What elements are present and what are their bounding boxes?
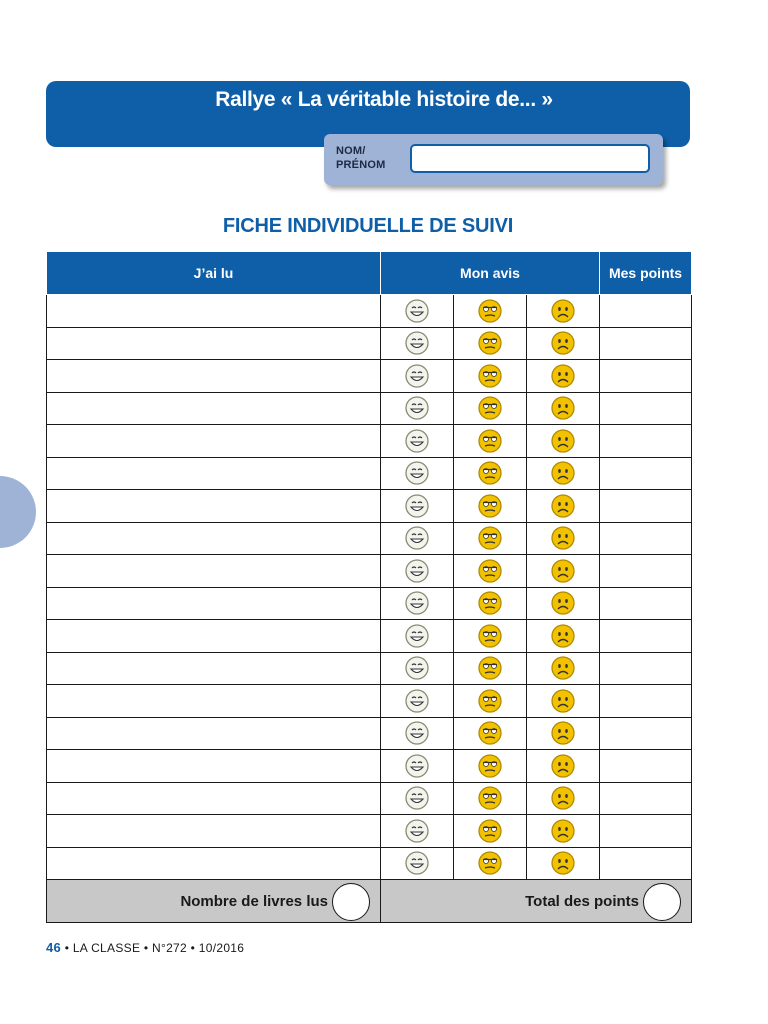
table-row <box>47 392 692 425</box>
opinion-cell[interactable] <box>527 457 600 490</box>
opinion-cell[interactable] <box>381 685 454 718</box>
sad-smiley-icon[interactable] <box>527 363 599 389</box>
sad-smiley-icon[interactable] <box>527 525 599 551</box>
table-row <box>47 522 692 555</box>
neutral-smiley-icon[interactable] <box>454 460 526 486</box>
book-title-cell[interactable] <box>47 620 381 653</box>
books-read-cell <box>47 880 381 923</box>
points-cell[interactable] <box>600 815 692 848</box>
book-title-cell[interactable] <box>47 555 381 588</box>
happy-smiley-icon[interactable] <box>381 850 453 876</box>
points-cell[interactable] <box>600 425 692 458</box>
happy-smiley-icon[interactable] <box>381 655 453 681</box>
opinion-cell[interactable] <box>381 392 454 425</box>
opinion-cell[interactable] <box>454 522 527 555</box>
opinion-cell[interactable] <box>527 847 600 880</box>
table-row <box>47 717 692 750</box>
book-title-cell[interactable] <box>47 847 381 880</box>
name-box <box>324 134 663 185</box>
neutral-smiley-icon[interactable] <box>454 818 526 844</box>
points-cell[interactable] <box>600 457 692 490</box>
happy-smiley-icon[interactable] <box>381 818 453 844</box>
opinion-cell[interactable] <box>454 425 527 458</box>
points-cell[interactable] <box>600 587 692 620</box>
book-title-cell[interactable] <box>47 457 381 490</box>
points-cell[interactable] <box>600 652 692 685</box>
table-row <box>47 815 692 848</box>
book-title-cell[interactable] <box>47 425 381 458</box>
book-title-cell[interactable] <box>47 717 381 750</box>
neutral-smiley-icon[interactable] <box>454 363 526 389</box>
side-tab <box>0 476 36 548</box>
book-title-cell[interactable] <box>47 360 381 393</box>
name-label <box>336 144 385 172</box>
happy-smiley-icon[interactable] <box>381 428 453 454</box>
opinion-cell[interactable] <box>381 782 454 815</box>
book-title-cell[interactable] <box>47 522 381 555</box>
opinion-cell[interactable] <box>527 360 600 393</box>
book-title-cell[interactable] <box>47 652 381 685</box>
sad-smiley-icon[interactable] <box>527 655 599 681</box>
opinion-cell[interactable] <box>381 360 454 393</box>
points-cell[interactable] <box>600 392 692 425</box>
opinion-cell[interactable] <box>381 815 454 848</box>
points-cell[interactable] <box>600 295 692 328</box>
sad-smiley-icon[interactable] <box>527 688 599 714</box>
table-row <box>47 555 692 588</box>
tracking-table <box>46 252 692 923</box>
table-row <box>47 587 692 620</box>
publication-info: • LA CLASSE • N°272 • 10/2016 <box>64 941 245 955</box>
neutral-smiley-icon[interactable] <box>454 623 526 649</box>
page-number: 46 <box>46 940 62 955</box>
neutral-smiley-icon[interactable] <box>454 330 526 356</box>
opinion-cell[interactable] <box>381 490 454 523</box>
opinion-cell[interactable] <box>527 392 600 425</box>
sad-smiley-icon[interactable] <box>527 590 599 616</box>
neutral-smiley-icon[interactable] <box>454 525 526 551</box>
table-row <box>47 782 692 815</box>
sad-smiley-icon[interactable] <box>527 330 599 356</box>
sad-smiley-icon[interactable] <box>527 558 599 584</box>
table-row <box>47 620 692 653</box>
opinion-cell[interactable] <box>454 457 527 490</box>
sad-smiley-icon[interactable] <box>527 493 599 519</box>
total-points-circle[interactable] <box>643 883 681 921</box>
opinion-cell[interactable] <box>527 652 600 685</box>
opinion-cell[interactable] <box>381 717 454 750</box>
opinion-cell[interactable] <box>527 490 600 523</box>
opinion-cell[interactable] <box>527 750 600 783</box>
opinion-cell[interactable] <box>454 782 527 815</box>
books-read-circle[interactable] <box>332 883 370 921</box>
sad-smiley-icon[interactable] <box>527 818 599 844</box>
opinion-cell[interactable] <box>454 295 527 328</box>
table-row <box>47 360 692 393</box>
page-title: Rallye « La véritable histoire de... » <box>215 88 553 111</box>
points-cell[interactable] <box>600 522 692 555</box>
table-row <box>47 327 692 360</box>
happy-smiley-icon[interactable] <box>381 298 453 324</box>
points-cell[interactable] <box>600 717 692 750</box>
books-read-label: Nombre de livres lus <box>180 892 328 910</box>
points-cell[interactable] <box>600 327 692 360</box>
sad-smiley-icon[interactable] <box>527 623 599 649</box>
sad-smiley-icon[interactable] <box>527 850 599 876</box>
happy-smiley-icon[interactable] <box>381 688 453 714</box>
opinion-cell[interactable] <box>454 392 527 425</box>
neutral-smiley-icon[interactable] <box>454 428 526 454</box>
table-row <box>47 652 692 685</box>
opinion-cell[interactable] <box>454 327 527 360</box>
neutral-smiley-icon[interactable] <box>454 655 526 681</box>
header-read: J’ai lu <box>47 252 381 295</box>
happy-smiley-icon[interactable] <box>381 753 453 779</box>
happy-smiley-icon[interactable] <box>381 363 453 389</box>
points-cell[interactable] <box>600 360 692 393</box>
opinion-cell[interactable] <box>381 847 454 880</box>
opinion-cell[interactable] <box>527 815 600 848</box>
points-cell[interactable] <box>600 750 692 783</box>
book-title-cell[interactable] <box>47 685 381 718</box>
happy-smiley-icon[interactable] <box>381 623 453 649</box>
neutral-smiley-icon[interactable] <box>454 785 526 811</box>
sad-smiley-icon[interactable] <box>527 298 599 324</box>
opinion-cell[interactable] <box>454 490 527 523</box>
opinion-cell[interactable] <box>527 295 600 328</box>
opinion-cell[interactable] <box>527 587 600 620</box>
happy-smiley-icon[interactable] <box>381 460 453 486</box>
table-row <box>47 847 692 880</box>
neutral-smiley-icon[interactable] <box>454 850 526 876</box>
sad-smiley-icon[interactable] <box>527 753 599 779</box>
opinion-cell[interactable] <box>381 750 454 783</box>
opinion-cell[interactable] <box>454 847 527 880</box>
book-title-cell[interactable] <box>47 392 381 425</box>
opinion-cell[interactable] <box>527 327 600 360</box>
opinion-cell[interactable] <box>454 717 527 750</box>
happy-smiley-icon[interactable] <box>381 493 453 519</box>
neutral-smiley-icon[interactable] <box>454 720 526 746</box>
opinion-cell[interactable] <box>381 652 454 685</box>
table-row <box>47 490 692 523</box>
sad-smiley-icon[interactable] <box>527 428 599 454</box>
book-title-cell[interactable] <box>47 750 381 783</box>
sad-smiley-icon[interactable] <box>527 720 599 746</box>
sad-smiley-icon[interactable] <box>527 785 599 811</box>
points-cell[interactable] <box>600 490 692 523</box>
sad-smiley-icon[interactable] <box>527 460 599 486</box>
opinion-cell[interactable] <box>381 620 454 653</box>
table-row <box>47 750 692 783</box>
opinion-cell[interactable] <box>527 620 600 653</box>
opinion-cell[interactable] <box>527 782 600 815</box>
table-row <box>47 685 692 718</box>
book-title-cell[interactable] <box>47 587 381 620</box>
book-title-cell[interactable] <box>47 490 381 523</box>
header-opinion: Mon avis <box>381 252 600 295</box>
neutral-smiley-icon[interactable] <box>454 493 526 519</box>
opinion-cell[interactable] <box>381 555 454 588</box>
neutral-smiley-icon[interactable] <box>454 753 526 779</box>
header-points: Mes points <box>600 252 692 295</box>
book-title-cell[interactable] <box>47 815 381 848</box>
opinion-cell[interactable] <box>381 522 454 555</box>
opinion-cell[interactable] <box>527 555 600 588</box>
book-title-cell[interactable] <box>47 782 381 815</box>
name-label-line1: NOM/ <box>336 145 366 157</box>
opinion-cell[interactable] <box>454 815 527 848</box>
opinion-cell[interactable] <box>454 750 527 783</box>
opinion-cell[interactable] <box>454 652 527 685</box>
opinion-cell[interactable] <box>527 522 600 555</box>
table-row <box>47 457 692 490</box>
opinion-cell[interactable] <box>527 425 600 458</box>
points-cell[interactable] <box>600 555 692 588</box>
neutral-smiley-icon[interactable] <box>454 395 526 421</box>
happy-smiley-icon[interactable] <box>381 330 453 356</box>
points-cell[interactable] <box>600 782 692 815</box>
happy-smiley-icon[interactable] <box>381 395 453 421</box>
opinion-cell[interactable] <box>381 327 454 360</box>
opinion-cell[interactable] <box>454 685 527 718</box>
opinion-cell[interactable] <box>527 685 600 718</box>
points-cell[interactable] <box>600 847 692 880</box>
name-field[interactable] <box>410 144 650 173</box>
opinion-cell[interactable] <box>454 587 527 620</box>
opinion-cell[interactable] <box>454 620 527 653</box>
happy-smiley-icon[interactable] <box>381 525 453 551</box>
name-label-line2: PRÉNOM <box>336 159 386 171</box>
table-row <box>47 425 692 458</box>
neutral-smiley-icon[interactable] <box>454 688 526 714</box>
book-title-cell[interactable] <box>47 295 381 328</box>
neutral-smiley-icon[interactable] <box>454 590 526 616</box>
table-row <box>47 295 692 328</box>
opinion-cell[interactable] <box>454 555 527 588</box>
neutral-smiley-icon[interactable] <box>454 558 526 584</box>
happy-smiley-icon[interactable] <box>381 558 453 584</box>
total-points-label: Total des points <box>525 892 640 910</box>
page-footer <box>46 940 244 955</box>
opinion-cell[interactable] <box>381 295 454 328</box>
opinion-cell[interactable] <box>381 457 454 490</box>
total-points-cell <box>381 880 692 923</box>
neutral-smiley-icon[interactable] <box>454 298 526 324</box>
happy-smiley-icon[interactable] <box>381 590 453 616</box>
points-cell[interactable] <box>600 685 692 718</box>
opinion-cell[interactable] <box>381 425 454 458</box>
opinion-cell[interactable] <box>454 360 527 393</box>
points-cell[interactable] <box>600 620 692 653</box>
opinion-cell[interactable] <box>381 587 454 620</box>
sad-smiley-icon[interactable] <box>527 395 599 421</box>
happy-smiley-icon[interactable] <box>381 720 453 746</box>
book-title-cell[interactable] <box>47 327 381 360</box>
opinion-cell[interactable] <box>527 717 600 750</box>
section-title: FICHE INDIVIDUELLE DE SUIVI <box>222 215 514 237</box>
happy-smiley-icon[interactable] <box>381 785 453 811</box>
